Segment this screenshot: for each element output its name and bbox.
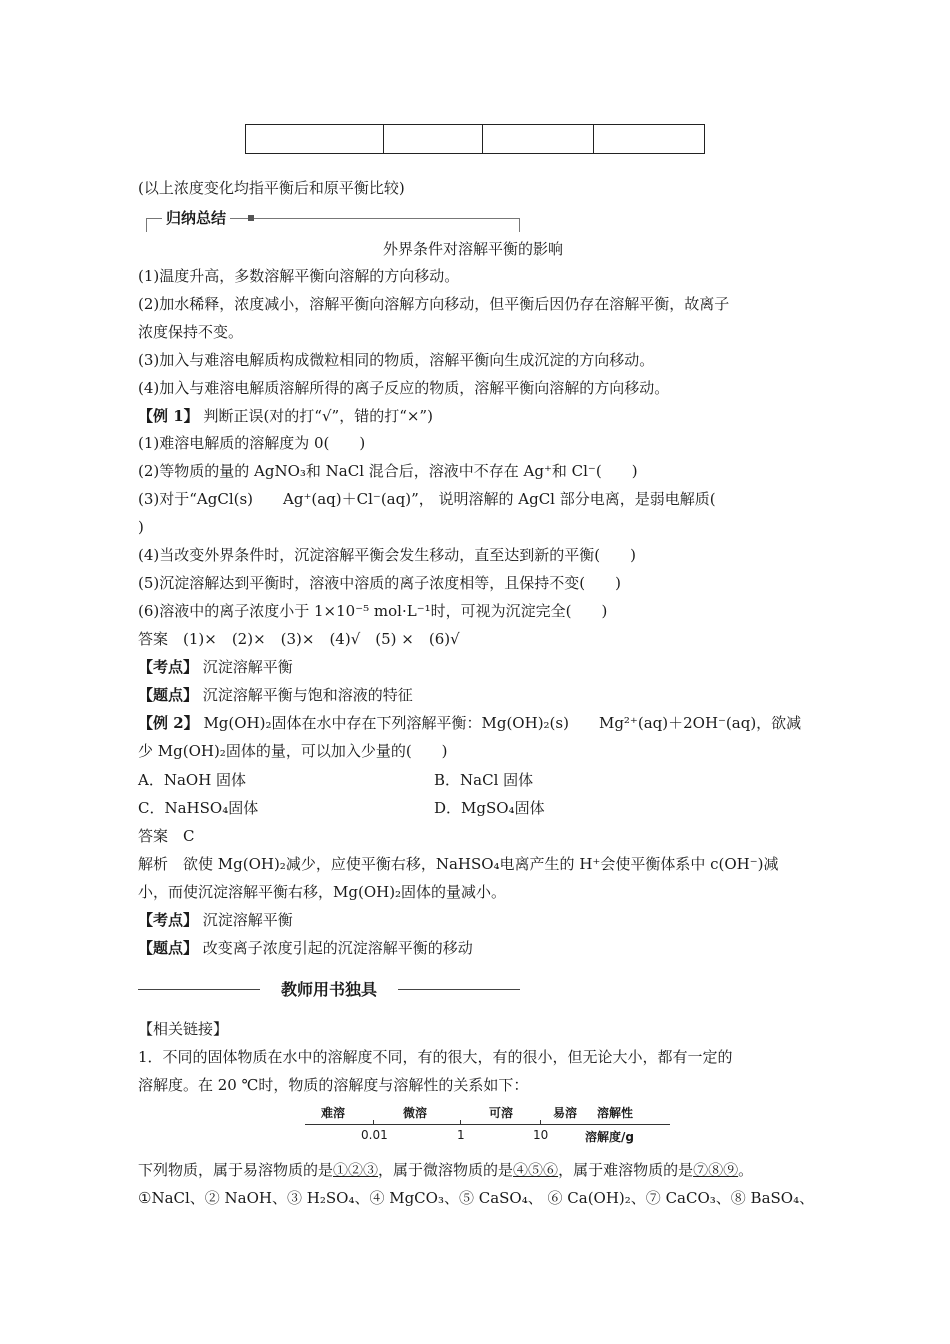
ex2-stem-1: 【例 2】 Mg(OH)₂固体在水中存在下列溶解平衡：Mg(OH)₂(s) Mg²⁺(aq)＋2OH⁻(aq)，欲减 (138, 714, 802, 732)
scale-category: 难溶 (321, 1106, 346, 1120)
example-tag: 【例 1】 (138, 407, 199, 425)
scale-axis-title: 溶解性 (597, 1106, 634, 1120)
ex2-option-b: B．NaCl 固体 (434, 771, 534, 789)
scale-tick (373, 1120, 374, 1125)
summary-title: 外界条件对溶解平衡的影响 (382, 240, 563, 258)
summary-header (138, 208, 520, 232)
scale-value: 10 (533, 1128, 549, 1142)
table-fragment (245, 124, 705, 154)
table-cell (594, 125, 705, 154)
scale-value: 1 (457, 1128, 465, 1142)
table-cell (384, 125, 483, 154)
ex2-stem-2: 少 Mg(OH)₂固体的量，可以加入少量的( ) (138, 742, 448, 760)
scale-tick (460, 1120, 461, 1125)
scale-value: 0.01 (361, 1128, 388, 1142)
scale-unit: 溶解度/g (585, 1130, 634, 1144)
scale-category: 微溶 (403, 1106, 428, 1120)
ex2-tidian: 【题点】 改变离子浓度引起的沉淀溶解平衡的移动 (138, 939, 473, 957)
ex1-item-4: (4)当改变外界条件时，沉淀溶解平衡会发生移动，直至达到新的平衡( ) (138, 546, 636, 564)
ex1-item-1: (1)难溶电解质的溶解度为 0( ) (138, 434, 366, 452)
ex2-option-d: D．MgSO₄固体 (434, 799, 545, 817)
ex1-item-3: (3)对于“AgCl(s) Ag⁺(aq)＋Cl⁻(aq)”， 说明溶解的 AgCl 部分电离，是弱电解质( (138, 490, 716, 508)
scale-category: 可溶 (489, 1106, 514, 1120)
bullet-icon (248, 215, 254, 221)
para-3: ①NaCl、② NaOH、③ H₂SO₄、④ MgCO₃、⑤ CaSO₄、 ⑥ Ca(OH)₂、⑦ CaCO₃、⑧ BaSO₄、 (138, 1189, 815, 1207)
para-1a: 1．不同的固体物质在水中的溶解度不同，有的很大，有的很小，但无论大小，都有一定的 (138, 1048, 733, 1066)
teacher-section-header (138, 978, 520, 1002)
summary-line-5: (4)加入与难溶电解质溶解所得的离子反应的物质，溶解平衡向溶解的方向移动。 (138, 379, 670, 397)
ex1-kaodian: 【考点】 沉淀溶解平衡 (138, 658, 293, 676)
example-tag: 【例 2】 (138, 714, 199, 732)
table-cell (246, 125, 384, 154)
scale-axis (305, 1124, 670, 1125)
teacher-title: 教师用书独具 (280, 980, 377, 999)
example-1-heading: 【例 1】 判断正误(对的打“√”，错的打“×”) (138, 407, 433, 425)
ex2-analysis-1: 解析 欲使 Mg(OH)₂减少，应使平衡右移，NaHSO₄电离产生的 H⁺会使平衡体系中 c(OH⁻)减 (138, 855, 779, 873)
para-2: 下列物质，属于易溶物质的是①②③，属于微溶物质的是④⑤⑥，属于难溶物质的是⑦⑧⑨。 (138, 1161, 754, 1179)
ex1-answer: 答案 (1)× (2)× (3)× (4)√ (5) × (6)√ (138, 630, 460, 648)
ex1-item-3-cont: ) (138, 518, 144, 536)
ex2-kaodian: 【考点】 沉淀溶解平衡 (138, 911, 293, 929)
solubility-scale (305, 1104, 675, 1150)
ex2-option-c: C．NaHSO₄固体 (138, 799, 259, 817)
answer-blank: ④⑤⑥ (513, 1161, 559, 1179)
ex1-item-6: (6)溶液中的离子浓度小于 1×10⁻⁵ mol·L⁻¹时，可视为沉淀完全( ) (138, 602, 608, 620)
ex2-option-a: A．NaOH 固体 (138, 771, 247, 789)
table-cell (483, 125, 594, 154)
answer-blank: ①②③ (333, 1161, 379, 1179)
ex1-item-2: (2)等物质的量的 AgNO₃和 NaCl 混合后，溶液中不存在 Ag⁺和 Cl⁻( ) (138, 462, 638, 480)
ex2-answer: 答案 C (138, 827, 195, 845)
scale-category: 易溶 (553, 1106, 578, 1120)
summary-line-1: (1)温度升高，多数溶解平衡向溶解的方向移动。 (138, 267, 460, 285)
ex1-tidian: 【题点】 沉淀溶解平衡与饱和溶液的特征 (138, 686, 413, 704)
summary-line-4: (3)加入与难溶电解质构成微粒相同的物质，溶解平衡向生成沉淀的方向移动。 (138, 351, 655, 369)
summary-label: 归纳总结 (162, 208, 230, 228)
ex1-item-5: (5)沉淀溶解达到平衡时，溶液中溶质的离子浓度相等，且保持不变( ) (138, 574, 621, 592)
ex2-analysis-2: 小，而使沉淀溶解平衡右移，Mg(OH)₂固体的量减小。 (138, 883, 507, 901)
scale-tick (540, 1120, 541, 1125)
summary-line-3: 浓度保持不变。 (138, 323, 244, 341)
related-link-label: 【相关链接】 (138, 1020, 229, 1038)
note-line: (以上浓度变化均指平衡后和原平衡比较) (138, 179, 405, 197)
summary-line-2: (2)加水稀释，浓度减小，溶解平衡向溶解方向移动，但平衡后因仍存在溶解平衡，故离子 (138, 295, 730, 313)
answer-blank: ⑦⑧⑨ (693, 1161, 739, 1179)
para-1b: 溶解度。在 20 ℃时，物质的溶解度与溶解性的关系如下： (138, 1076, 529, 1094)
